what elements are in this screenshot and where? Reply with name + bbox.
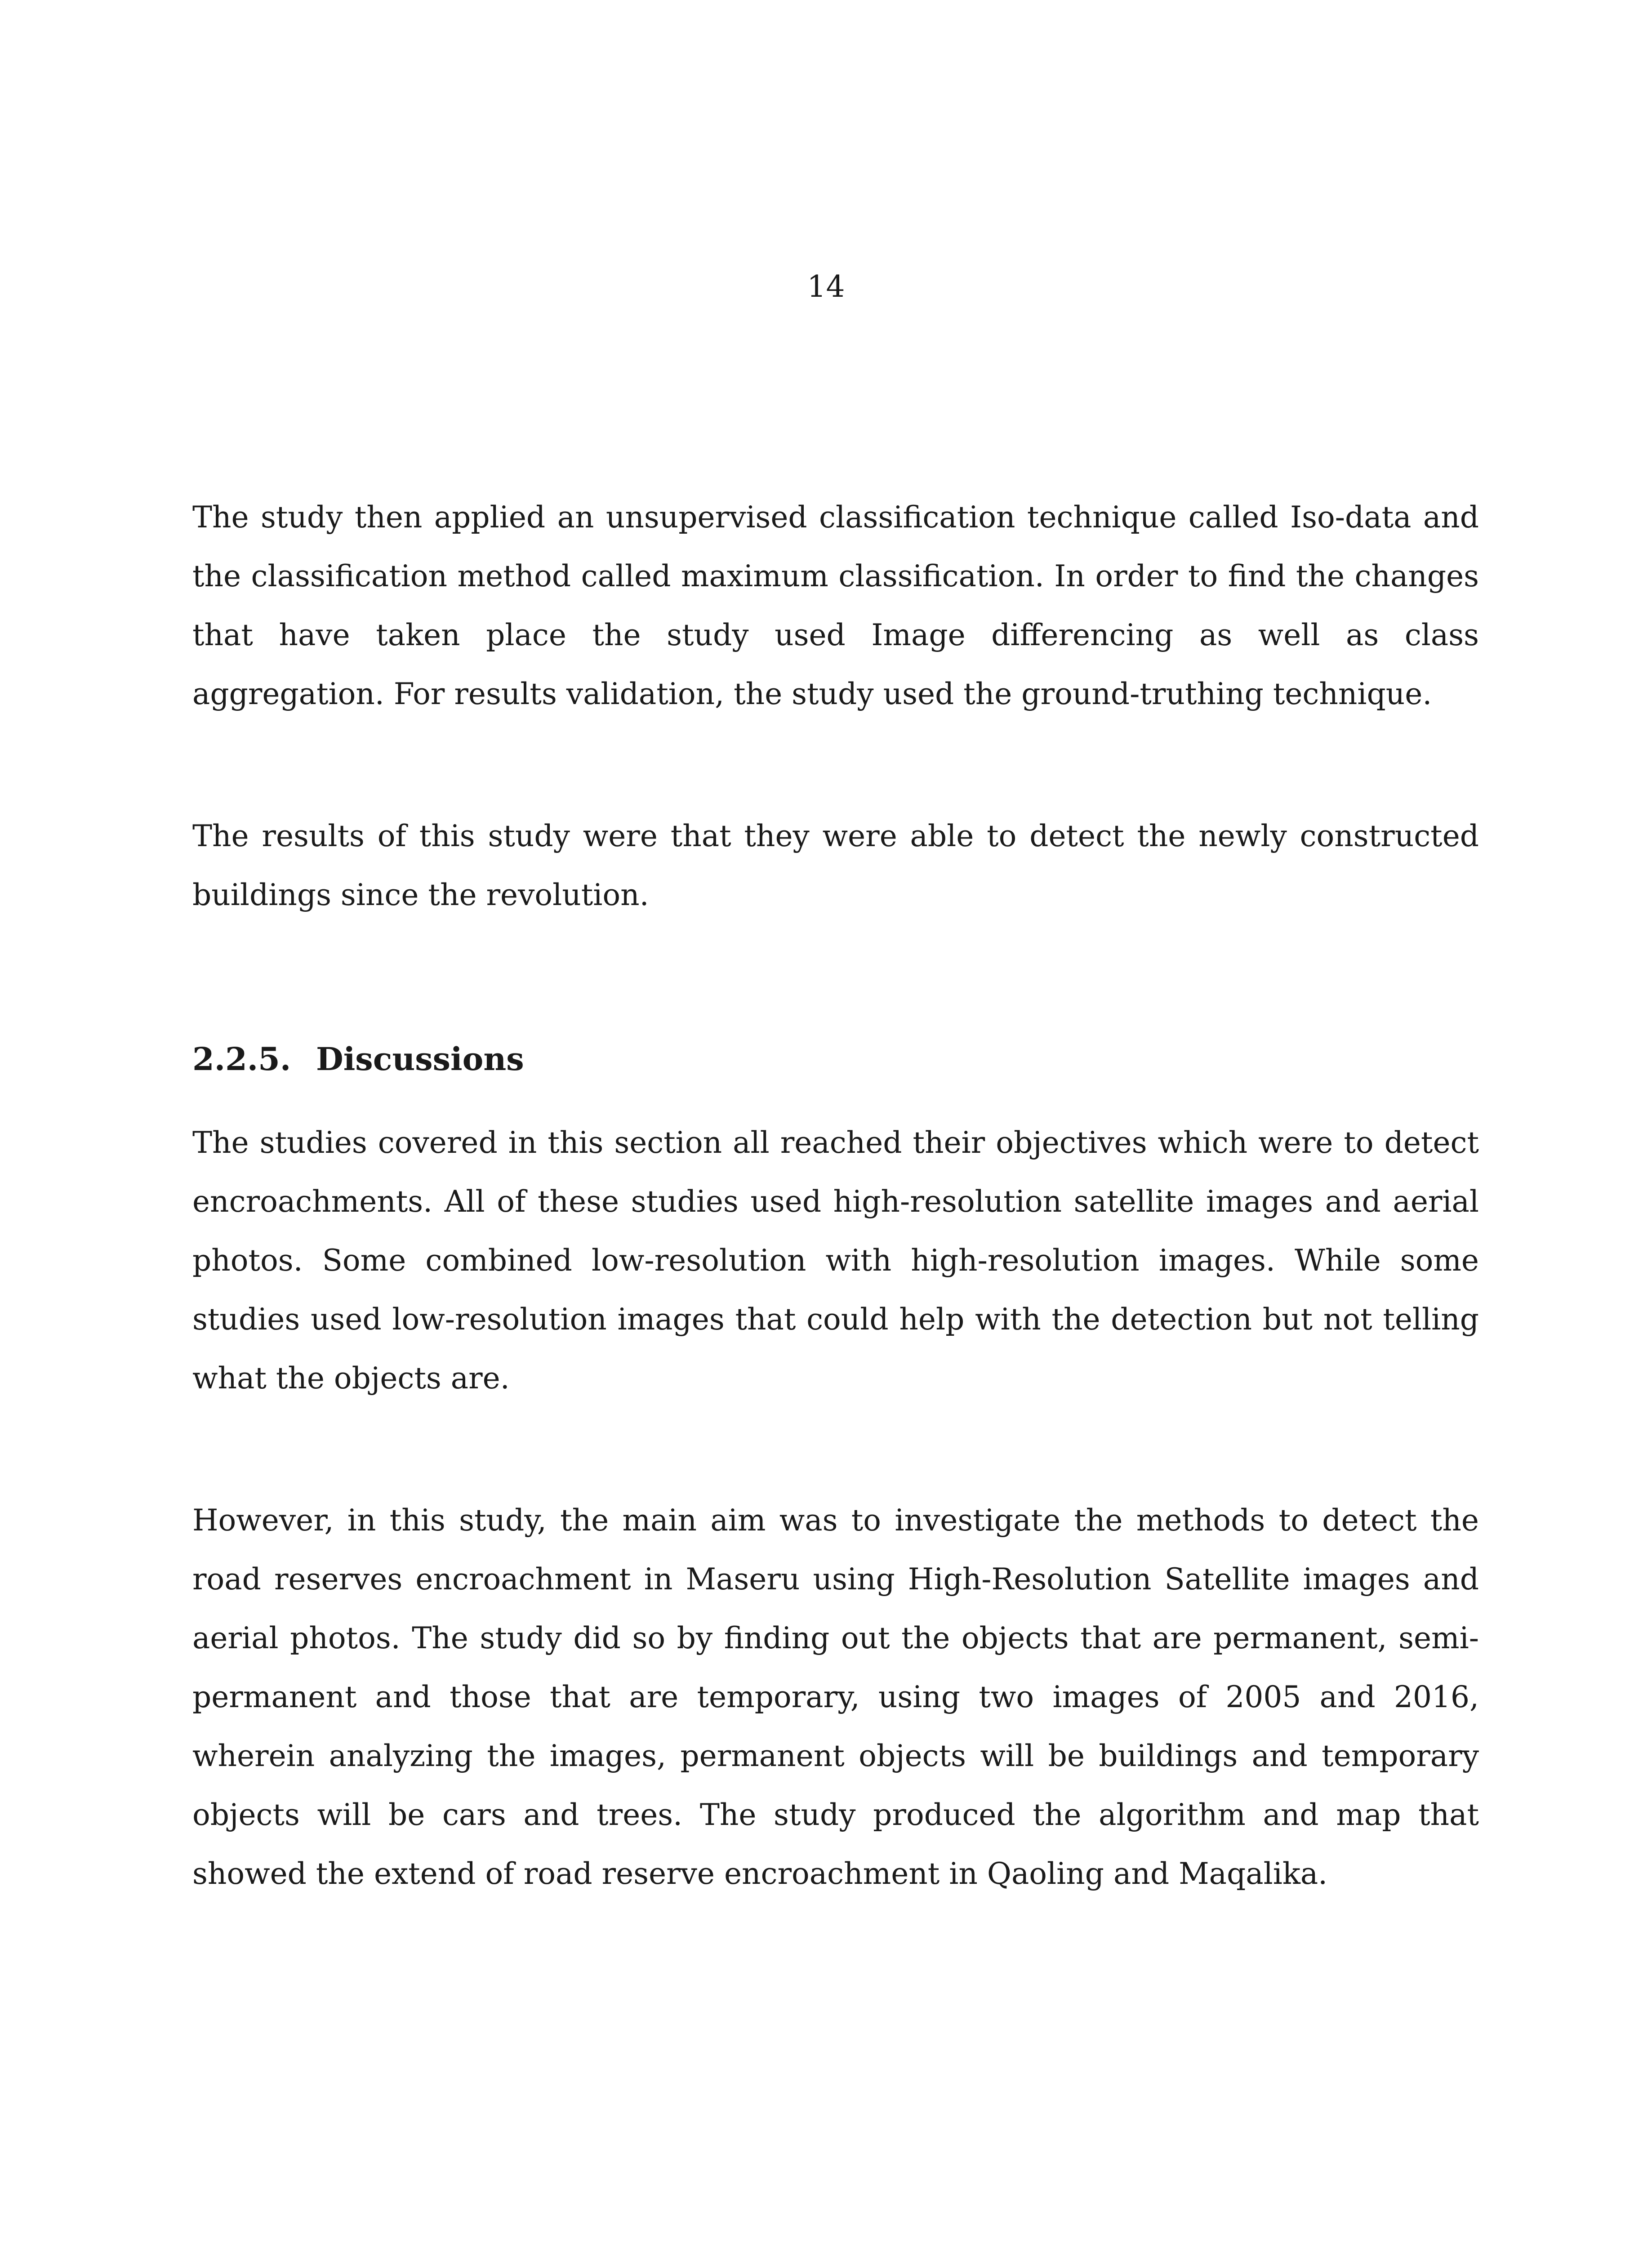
page-content xyxy=(192,488,1479,1903)
section-title: Discussions xyxy=(316,1040,524,1078)
paragraph-discussion-2: However, in this study, the main aim was to investigate the methods to detect the road reserves encroachment in Maseru using High-Resolution Satellite images and aerial photos. The study did so by finding out the objects that are permanent, semi-permanent and those that are temporary, using two images of 2005 and 2016, wherein analyzing the images, permanent objects will be buildings and temporary objects will be cars and trees. The study produced the algorithm and map that showed the extend of road reserve encroachment in Qaoling and Maqalika. xyxy=(192,1503,1479,1891)
section-heading xyxy=(192,1037,1479,1082)
section-number: 2.2.5. xyxy=(192,1040,291,1078)
page-number: 14 xyxy=(807,269,845,304)
paragraph-methods: The study then applied an unsupervised classification technique called Iso-data and the classification method called maximum classification. In order to find the changes that have taken place the study used Image differencing as well as class aggregation. For results validation, the study used the ground-truthing technique. xyxy=(192,500,1479,711)
section-discussions xyxy=(192,1037,1479,1903)
paragraph-results: The results of this study were that they were able to detect the newly constructed buildings since the revolution. xyxy=(192,819,1479,912)
paragraph-discussion-1: The studies covered in this section all reached their objectives which were to detect encroachments. All of these studies used high-resolution satellite images and aerial photos. Some combined low-resolution with high-resolution images. While some studies used low-resolution images that could help with the detection but not telling what the objects are. xyxy=(192,1125,1479,1396)
